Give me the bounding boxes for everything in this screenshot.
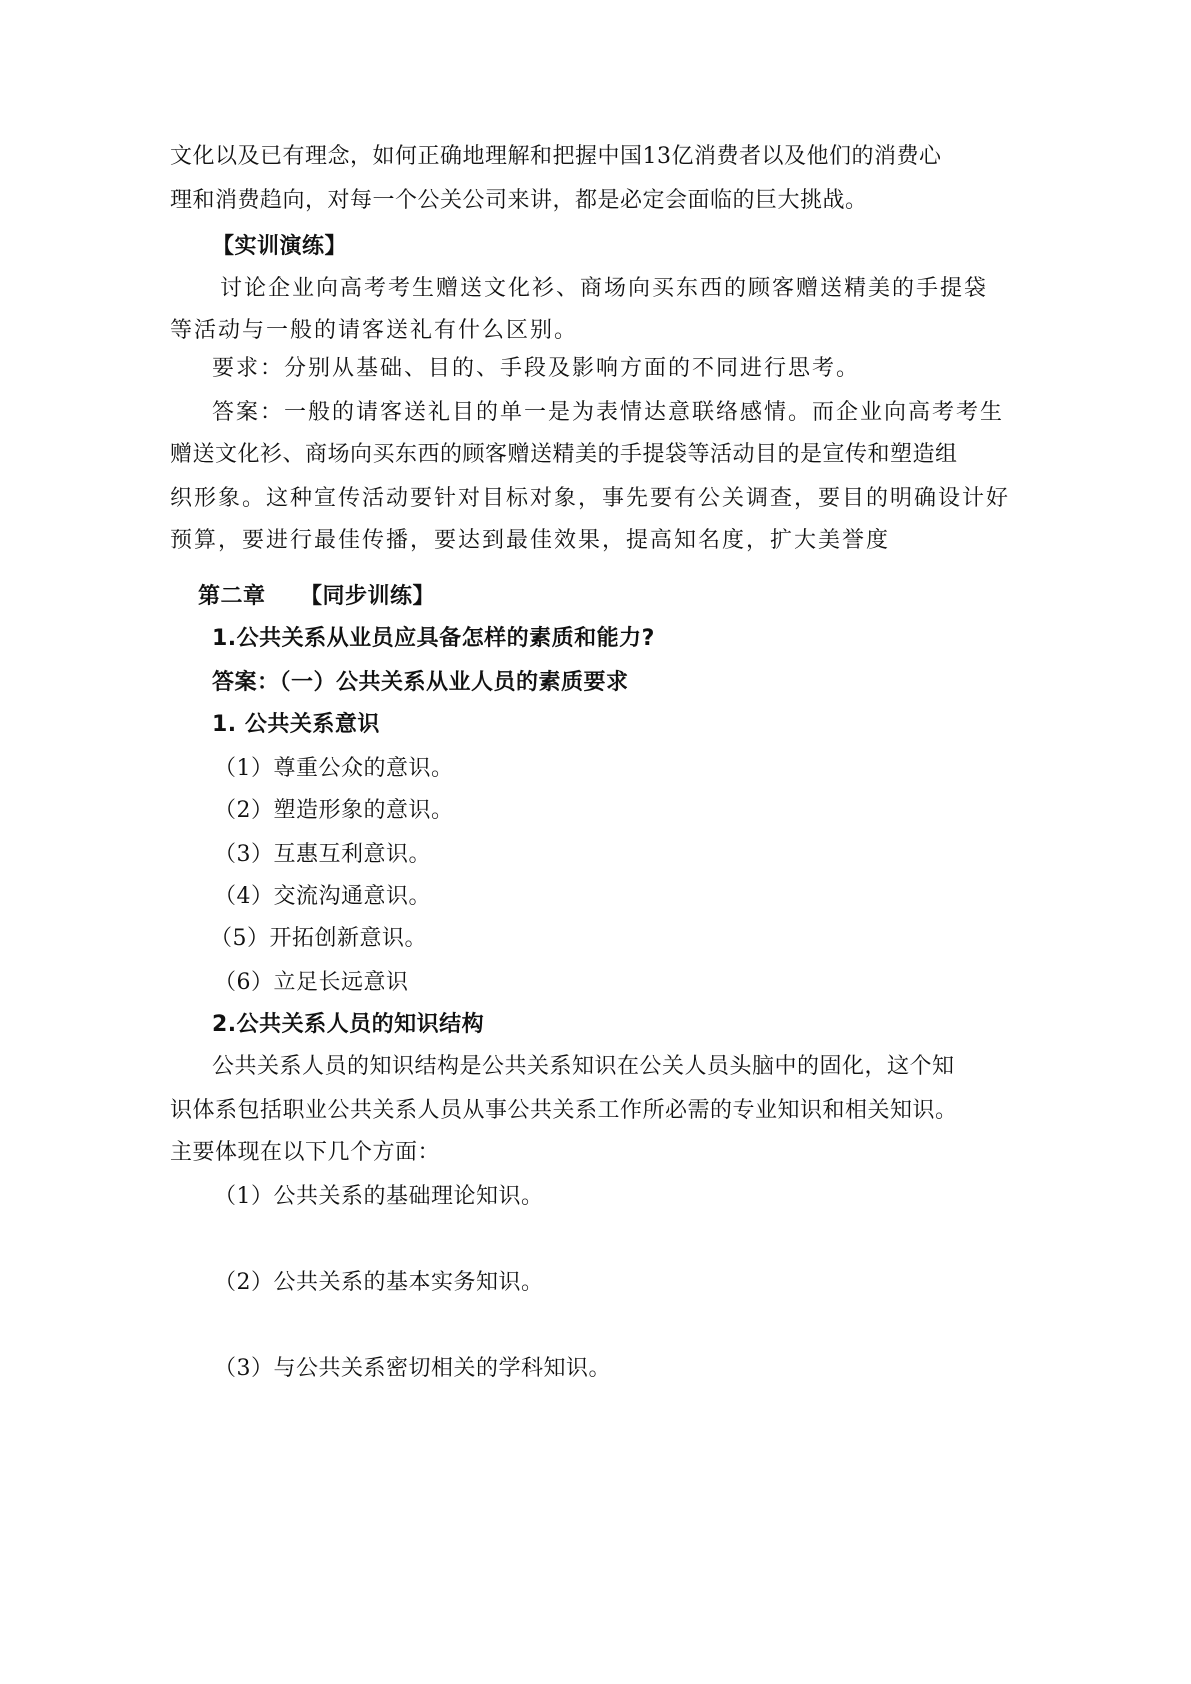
- list-item: （3）互惠互利意识。: [214, 842, 431, 867]
- practice-heading: 【实训演练】: [212, 234, 348, 259]
- list-item: （4）交流沟通意识。: [214, 884, 431, 909]
- section-label: 【同步训练】: [300, 584, 436, 609]
- subsection-2-para-line-3: 主要体现在以下几个方面：: [170, 1140, 441, 1165]
- subsection-2-heading: 2.公共关系人员的知识结构: [212, 1012, 485, 1037]
- practice-requirement: 要求：分别从基础、目的、手段及影响方面的不同进行思考。: [212, 356, 861, 381]
- practice-answer-line-3: 织形象。这种宣传活动要针对目标对象，事先要有公关调查，要目的明确设计好: [170, 486, 1011, 511]
- intro-line-1: 文化以及已有理念，如何正确地理解和把握中国13亿消费者以及他们的消费心: [170, 144, 942, 169]
- subsection-2-para-line-1: 公共关系人员的知识结构是公共关系知识在公关人员头脑中的固化，这个知: [212, 1054, 955, 1079]
- list-item: （1）尊重公众的意识。: [214, 756, 454, 781]
- practice-answer-line-2: 赠送文化衫、商场向买东西的顾客赠送精美的手提袋等活动目的是宣传和塑造组: [170, 442, 958, 467]
- list-item: （6）立足长远意识: [214, 970, 409, 995]
- practice-answer-line-1: 答案：一般的请客送礼目的单一是为表情达意联络感情。而企业向高考考生: [212, 400, 1005, 425]
- list-item: （5）开拓创新意识。: [210, 926, 427, 951]
- answer-1-heading: 答案：（一）公共关系从业人员的素质要求: [212, 670, 629, 695]
- chapter-label: 第二章: [198, 584, 266, 609]
- list-item: （3）与公共关系密切相关的学科知识。: [214, 1356, 611, 1381]
- list-item: （2）公共关系的基本实务知识。: [214, 1270, 544, 1295]
- practice-question-line-1: 讨论企业向高考考生赠送文化衫、商场向买东西的顾客赠送精美的手提袋: [220, 276, 989, 301]
- subsection-2-para-line-2: 识体系包括职业公共关系人员从事公共关系工作所必需的专业知识和相关知识。: [170, 1098, 958, 1123]
- list-item: （1）公共关系的基础理论知识。: [214, 1184, 544, 1209]
- practice-answer-line-4: 预算，要进行最佳传播，要达到最佳效果，提高知名度，扩大美誉度: [170, 528, 891, 553]
- practice-question-line-2: 等活动与一般的请客送礼有什么区别。: [170, 318, 579, 343]
- intro-line-2: 理和消费趋向，对每一个公关公司来讲，都是必定会面临的巨大挑战。: [170, 188, 868, 213]
- subsection-1-heading: 1. 公共关系意识: [212, 712, 380, 737]
- question-1: 1.公共关系从业员应具备怎样的素质和能力?: [212, 626, 655, 651]
- list-item: （2）塑造形象的意识。: [214, 798, 454, 823]
